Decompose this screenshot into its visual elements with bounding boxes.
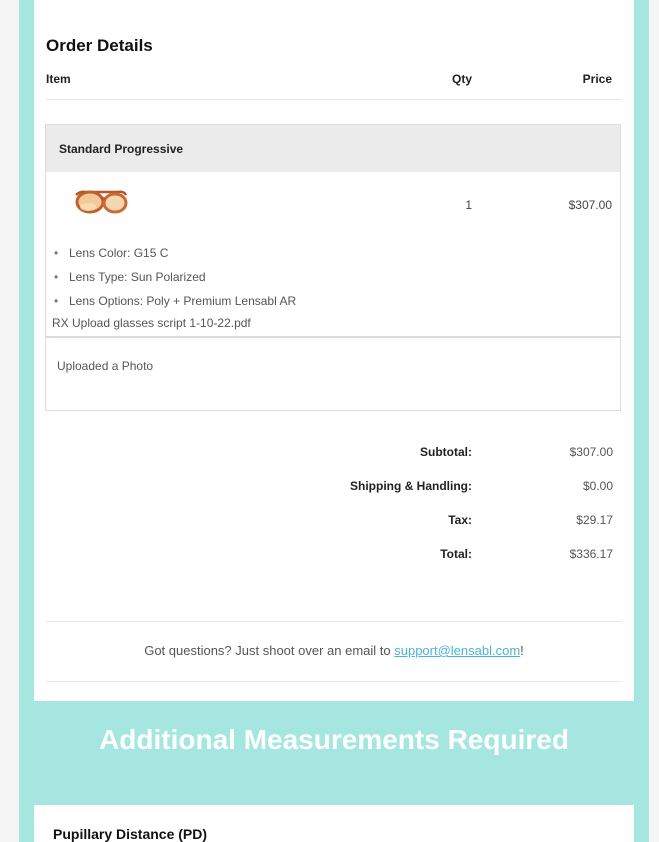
- tax-label: Tax:: [448, 513, 472, 527]
- product-price: $307.00: [568, 198, 612, 212]
- product-box: [45, 124, 621, 337]
- bullet-icon: •: [54, 294, 59, 308]
- order-details-title: Order Details: [46, 36, 153, 55]
- divider: [46, 681, 622, 682]
- rx-file-name: RX Upload glasses script 1-10-22.pdf: [52, 316, 251, 330]
- pd-section-title: Pupillary Distance (PD): [53, 826, 208, 842]
- shipping-label: Shipping & Handling:: [350, 479, 472, 493]
- column-header-price: Price: [582, 72, 612, 86]
- tax-value: $29.17: [576, 513, 613, 527]
- product-header: [46, 125, 620, 172]
- divider: [46, 99, 622, 100]
- list-item: • Lens Options: Poly + Premium Lensabl AR: [54, 289, 296, 313]
- product-name: Standard Progressive: [59, 142, 184, 156]
- bullet-icon: •: [54, 246, 59, 260]
- uploaded-photo-note: Uploaded a Photo: [57, 359, 154, 373]
- support-message: Got questions? Just shoot over an email to support@lensabl.com!: [144, 643, 524, 658]
- subtotal-label: Subtotal:: [420, 445, 472, 459]
- glasses-icon: [74, 185, 128, 221]
- lens-options-list: [54, 241, 296, 313]
- subtotal-value: $307.00: [569, 445, 613, 459]
- column-header-qty: Qty: [451, 72, 472, 86]
- photo-box: [45, 337, 621, 411]
- product-qty: 1: [465, 198, 472, 212]
- bullet-icon: •: [54, 270, 59, 284]
- total-label: Total:: [440, 547, 472, 561]
- list-item: • Lens Type: Sun Polarized: [54, 265, 296, 289]
- divider: [46, 621, 622, 622]
- support-email-link[interactable]: support@lensabl.com: [394, 643, 521, 658]
- measurements-banner-title: Additional Measurements Required: [99, 724, 569, 755]
- column-header-item: Item: [46, 72, 71, 86]
- list-item: • Lens Color: G15 C: [54, 241, 296, 265]
- shipping-value: $0.00: [582, 479, 613, 493]
- total-value: $336.17: [569, 547, 613, 561]
